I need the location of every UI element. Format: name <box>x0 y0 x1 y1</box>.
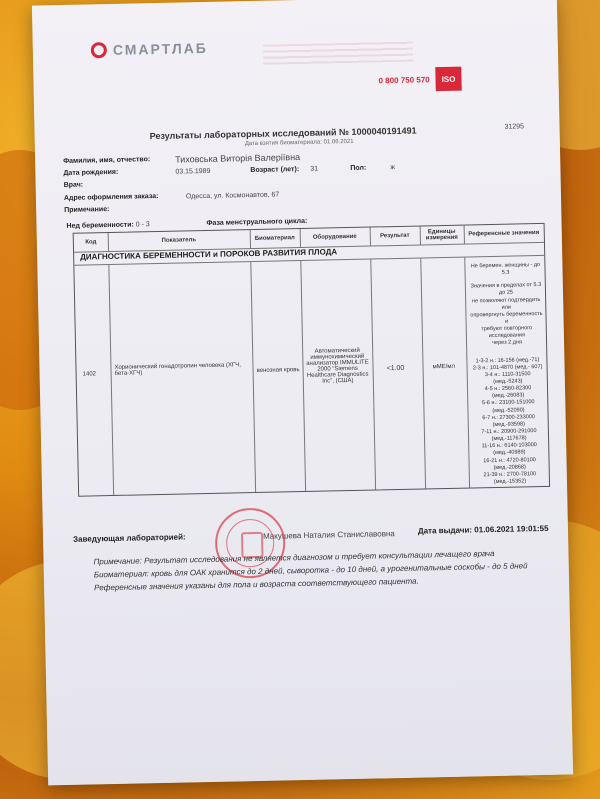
row-test: Хорионический гонадотропин человека (ХГЧ, бета-ХГЧ) <box>114 362 242 377</box>
name-label: Фамилия, имя, отчество: <box>63 156 151 165</box>
age-label: Возраст (лет): <box>250 166 300 175</box>
logo-icon <box>91 42 107 58</box>
row-unit: мМЕ/мл <box>432 363 456 371</box>
address-value: Одесса, ул. Космонавтов, 67 <box>185 191 280 201</box>
header-material: Биоматериал <box>250 229 301 248</box>
dob-label: Дата рождения: <box>63 168 119 177</box>
reference-line: (мед.-117678) <box>491 435 527 443</box>
reference-line: (мед.-5243) <box>493 378 523 385</box>
row-equipment: Автоматический иммунохимический анализатор IMMULITE 2000 "Siemens Healthcare Diagnostics Inc", (США) <box>306 347 369 385</box>
reference-line: 3-4 н.: 1110-31500 <box>484 371 531 379</box>
column-divider <box>370 260 376 490</box>
phone-number: 0 800 750 570 <box>378 75 430 86</box>
reference-line: (мед.-40989) <box>493 449 526 457</box>
issue-date: Дата выдачи: 01.06.2021 19:01:55 <box>417 523 549 536</box>
reference-line: через 2 дня <box>492 339 523 347</box>
reference-line: 21-39 н.: 2700-78100 <box>483 470 537 479</box>
reference-line: 4-5 н.: 2560-82300 <box>484 385 532 393</box>
head-of-lab-label: Заведующая лабораторией: <box>72 532 186 544</box>
head-of-lab-name: Макушева Наталия Станиславовна <box>262 529 395 541</box>
reference-line: (мед.-93598) <box>492 421 525 428</box>
reference-line: 11-16 н.: 6140-103000 <box>481 442 537 450</box>
footnote-2: Биоматериал: кровь для ОАК хранится до 2 дней, сыворотка - до 10 дней, а урогенитальные соскобы - до 5 дней <box>93 561 528 580</box>
header-watermark <box>263 40 413 65</box>
lab-report-sheet <box>32 0 573 785</box>
sex-label: Пол: <box>350 164 367 172</box>
reference-line: (мед.-20868) <box>493 463 526 471</box>
results-table <box>73 223 550 497</box>
row-result: <1.00 <box>386 364 405 373</box>
logo-text: СМАРТЛАБ <box>112 39 209 58</box>
iso-badge: ISO <box>435 67 461 92</box>
column-divider <box>250 262 256 492</box>
cycle-label: Фаза менструального цикла: <box>206 217 308 227</box>
age-value: 31 <box>310 165 319 173</box>
column-divider <box>108 265 114 495</box>
pregnancy-label: Нед беременности: 0 - 3 <box>66 221 150 230</box>
sex-value: ж <box>390 164 396 172</box>
reference-line: 16-21 н.: 4720-80100 <box>483 456 536 464</box>
reference-line: 2-3 н.: 101-4870 (мед.- 607) <box>472 363 543 372</box>
dob-value: 03.15.1989 <box>175 167 211 176</box>
header-code: Код <box>74 233 109 252</box>
reference-line: (мед.-52090) <box>492 406 525 414</box>
header-reference: Референсные значения <box>468 230 540 238</box>
name-value: Тиховська Виторія Валеріївна <box>175 151 301 165</box>
row-material: венозная кровь <box>256 367 300 374</box>
sample-date: Дата взятия биоматериала: 01.06.2021 <box>244 138 354 148</box>
reference-line: 7-11 н.: 20900-291000 <box>481 428 537 436</box>
reference-line: 1-3-2 н.: 16-156 (мед.-71) <box>475 356 540 364</box>
reference-line: Значения в пределах от 5.3 до 25 <box>470 282 542 297</box>
header-result: Результат <box>370 226 421 245</box>
reference-line: и <box>505 318 509 325</box>
note-label: Примечание: <box>64 206 110 214</box>
column-divider <box>420 258 426 488</box>
reference-line: (мед.-15352) <box>493 478 527 485</box>
footnote-3: Референсные значения указаны для пола и возраста соответствующего пациента. <box>94 576 419 593</box>
reference-values <box>466 262 549 487</box>
report-title: Результаты лабораторных исследований № 1000040191491 <box>149 125 417 142</box>
logo <box>91 40 208 58</box>
row-code: 1402 <box>82 371 97 378</box>
header-unit: Единицы измерения <box>420 226 465 245</box>
reference-line: исследования <box>488 332 525 340</box>
doctor-label: Врач: <box>63 181 84 189</box>
reference-line: 6-7 н.: 27300-233000 <box>482 413 535 421</box>
header-test: Показатель <box>108 230 251 251</box>
reference-line: 5-6 н.: 23100-151000 <box>481 399 535 407</box>
address-label: Адрес оформления заказа: <box>63 192 159 202</box>
reference-line: опровергнуть беременность <box>470 310 543 319</box>
footnote-1: Примечание: Результат исследования не является диагнозом и требует консультации лечащего врача <box>93 549 495 567</box>
section-title: ДИАГНОСТИКА БЕРЕМЕННОСТИ и ПОРОКОВ РАЗВИТИЯ ПЛОДА <box>74 242 544 266</box>
header-equipment: Оборудование <box>300 228 371 247</box>
reference-line: (мед.-26083) <box>491 392 525 400</box>
reference-line: Не беремен. женщины - до 5.3 <box>470 261 541 276</box>
reference-line: не позволяют подтвердить или <box>471 296 541 311</box>
report-code: 31295 <box>504 123 525 131</box>
reference-line: требуют повторного <box>481 325 533 333</box>
